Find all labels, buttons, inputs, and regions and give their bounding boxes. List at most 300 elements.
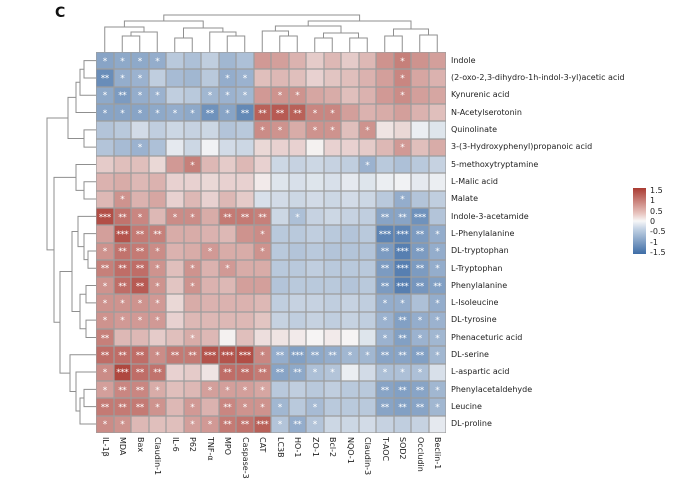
heatmap-cell xyxy=(289,104,307,121)
heatmap-cell xyxy=(96,69,114,86)
column-label: P62 xyxy=(188,437,198,453)
heatmap-cell xyxy=(306,69,324,86)
heatmap-cell xyxy=(114,225,132,242)
significance-stars: * xyxy=(225,108,230,119)
row-label: DL-tryptophan xyxy=(451,246,509,256)
significance-stars: * xyxy=(155,351,160,362)
heatmap-cell xyxy=(131,312,149,329)
heatmap-cell xyxy=(184,329,202,346)
heatmap-cell xyxy=(201,208,219,225)
heatmap-cell xyxy=(149,69,167,86)
significance-stars: ** xyxy=(118,247,127,258)
heatmap-cell xyxy=(271,260,289,277)
heatmap-cell xyxy=(341,277,359,294)
significance-stars: * xyxy=(120,108,125,119)
heatmap-cell xyxy=(376,277,394,294)
heatmap-cell xyxy=(429,156,447,173)
significance-stars: ** xyxy=(223,368,232,379)
heatmap-cell xyxy=(306,208,324,225)
heatmap-cell xyxy=(394,294,412,311)
heatmap-cell xyxy=(324,121,342,138)
heatmap-cell xyxy=(149,87,167,104)
heatmap-cell xyxy=(131,87,149,104)
significance-stars: * xyxy=(137,73,142,84)
significance-stars: * xyxy=(102,299,107,310)
significance-stars: * xyxy=(277,403,282,414)
heatmap-cell xyxy=(289,329,307,346)
significance-stars: * xyxy=(120,195,125,206)
significance-stars: * xyxy=(435,316,440,327)
significance-stars: * xyxy=(435,264,440,275)
heatmap-cell xyxy=(166,87,184,104)
heatmap-cell xyxy=(376,156,394,173)
heatmap-cell xyxy=(219,260,237,277)
significance-stars: * xyxy=(120,420,125,431)
significance-stars: * xyxy=(137,91,142,102)
heatmap-cell xyxy=(359,139,377,156)
heatmap-cell xyxy=(359,104,377,121)
heatmap-cell xyxy=(254,87,272,104)
heatmap-cell xyxy=(324,346,342,363)
heatmap-cell xyxy=(271,416,289,433)
row-label: Phenaceturic acid xyxy=(451,332,523,342)
heatmap-cell xyxy=(411,121,429,138)
heatmap-cell xyxy=(166,260,184,277)
significance-stars: ** xyxy=(398,403,407,414)
heatmap-cell xyxy=(96,381,114,398)
heatmap-cell xyxy=(114,69,132,86)
significance-stars: * xyxy=(242,91,247,102)
heatmap-cell xyxy=(429,121,447,138)
heatmap-cell xyxy=(289,398,307,415)
heatmap-cell xyxy=(254,277,272,294)
heatmap-cell xyxy=(184,312,202,329)
heatmap-cell xyxy=(341,87,359,104)
significance-stars: ** xyxy=(398,333,407,344)
heatmap-cell xyxy=(114,208,132,225)
heatmap-cell xyxy=(149,329,167,346)
heatmap-cell xyxy=(271,312,289,329)
heatmap-cell xyxy=(411,225,429,242)
row-label: Malate xyxy=(451,194,478,204)
heatmap-cell xyxy=(149,121,167,138)
significance-stars: ** xyxy=(100,351,109,362)
heatmap-cell xyxy=(219,312,237,329)
heatmap-cell xyxy=(201,416,219,433)
significance-stars: * xyxy=(277,125,282,136)
heatmap-cell xyxy=(411,173,429,190)
significance-stars: * xyxy=(120,73,125,84)
heatmap-cell xyxy=(306,52,324,69)
significance-stars: * xyxy=(365,125,370,136)
significance-stars: * xyxy=(382,299,387,310)
heatmap-cell xyxy=(271,156,289,173)
significance-stars: * xyxy=(207,247,212,258)
heatmap-cell xyxy=(376,87,394,104)
heatmap-cell xyxy=(359,191,377,208)
heatmap-cell xyxy=(324,312,342,329)
heatmap-cell xyxy=(271,69,289,86)
heatmap-cell xyxy=(236,156,254,173)
heatmap-cell xyxy=(271,243,289,260)
heatmap-cell xyxy=(411,139,429,156)
heatmap-cell xyxy=(166,294,184,311)
significance-stars: * xyxy=(417,368,422,379)
significance-stars: * xyxy=(260,403,265,414)
heatmap-cell xyxy=(341,294,359,311)
heatmap-cell xyxy=(114,191,132,208)
heatmap-cell xyxy=(359,381,377,398)
significance-stars: * xyxy=(225,385,230,396)
heatmap-cell xyxy=(341,121,359,138)
significance-stars: * xyxy=(382,333,387,344)
heatmap-cell xyxy=(306,416,324,433)
heatmap-cell xyxy=(166,121,184,138)
significance-stars: *** xyxy=(221,351,234,362)
heatmap-cell xyxy=(394,312,412,329)
heatmap-cell xyxy=(271,52,289,69)
heatmap-cell xyxy=(219,225,237,242)
heatmap-cell xyxy=(324,52,342,69)
significance-stars: ** xyxy=(205,108,214,119)
significance-stars: ** xyxy=(223,403,232,414)
heatmap-cell xyxy=(254,416,272,433)
heatmap-cell xyxy=(236,87,254,104)
significance-stars: * xyxy=(312,108,317,119)
heatmap-cell xyxy=(376,312,394,329)
significance-stars: * xyxy=(260,229,265,240)
heatmap-cell xyxy=(184,346,202,363)
legend-tick-label: 0.5 xyxy=(650,206,663,216)
heatmap-cell xyxy=(166,277,184,294)
heatmap-cell xyxy=(219,191,237,208)
significance-stars: *** xyxy=(396,229,409,240)
significance-stars: * xyxy=(242,385,247,396)
significance-stars: ** xyxy=(153,368,162,379)
heatmap-cell xyxy=(359,312,377,329)
significance-stars: * xyxy=(137,212,142,223)
heatmap-cell xyxy=(324,156,342,173)
significance-stars: * xyxy=(190,160,195,171)
heatmap-cell xyxy=(96,346,114,363)
heatmap-cell xyxy=(184,260,202,277)
heatmap-cell xyxy=(96,294,114,311)
heatmap-cell xyxy=(411,52,429,69)
heatmap-cell xyxy=(429,87,447,104)
column-label: Bcl-2 xyxy=(328,437,338,458)
row-label: 5-methoxytryptamine xyxy=(451,159,539,169)
panel-label: C xyxy=(55,5,66,21)
heatmap-cell xyxy=(289,121,307,138)
heatmap-cell xyxy=(166,381,184,398)
heatmap-cell xyxy=(131,69,149,86)
column-dendrogram xyxy=(105,15,438,52)
significance-stars: * xyxy=(417,316,422,327)
significance-stars: * xyxy=(155,91,160,102)
column-label: CAT xyxy=(258,437,268,453)
heatmap-cell xyxy=(149,260,167,277)
heatmap-cell xyxy=(184,364,202,381)
heatmap-cell xyxy=(254,52,272,69)
column-label: HO-1 xyxy=(293,437,303,458)
heatmap-cell xyxy=(411,312,429,329)
heatmap-cell xyxy=(254,121,272,138)
heatmap-cell xyxy=(271,364,289,381)
significance-stars: * xyxy=(190,420,195,431)
significance-stars: * xyxy=(102,108,107,119)
heatmap-cell xyxy=(271,139,289,156)
significance-stars: ** xyxy=(293,420,302,431)
significance-stars: * xyxy=(155,264,160,275)
heatmap-cell xyxy=(184,225,202,242)
significance-stars: * xyxy=(137,316,142,327)
heatmap-cell xyxy=(96,260,114,277)
heatmap-cell xyxy=(184,173,202,190)
significance-stars: ** xyxy=(310,351,319,362)
significance-stars: ** xyxy=(275,368,284,379)
heatmap-cell xyxy=(289,364,307,381)
heatmap-cell xyxy=(341,416,359,433)
significance-stars: ** xyxy=(223,212,232,223)
heatmap-cell xyxy=(201,277,219,294)
heatmap-cell xyxy=(289,346,307,363)
heatmap-cell xyxy=(341,364,359,381)
heatmap-cell xyxy=(96,87,114,104)
heatmap-cell xyxy=(254,329,272,346)
significance-stars: * xyxy=(382,316,387,327)
heatmap-cell xyxy=(324,87,342,104)
heatmap-cell xyxy=(341,104,359,121)
significance-stars: *** xyxy=(378,229,391,240)
heatmap-cell xyxy=(236,52,254,69)
legend-tick-label: 0 xyxy=(650,216,656,226)
heatmap-cell xyxy=(289,139,307,156)
heatmap-cell xyxy=(184,121,202,138)
significance-stars: ** xyxy=(275,351,284,362)
heatmap-cell xyxy=(376,225,394,242)
significance-stars: * xyxy=(172,108,177,119)
heatmap-cell xyxy=(219,139,237,156)
heatmap-cell xyxy=(429,225,447,242)
heatmap-cell xyxy=(149,173,167,190)
significance-stars: ** xyxy=(398,316,407,327)
heatmap-cell xyxy=(411,260,429,277)
heatmap-cell xyxy=(289,416,307,433)
significance-stars: ** xyxy=(135,368,144,379)
significance-stars: ** xyxy=(293,108,302,119)
significance-stars: * xyxy=(120,299,125,310)
heatmap-cell xyxy=(114,87,132,104)
significance-stars: * xyxy=(260,125,265,136)
heatmap-cell xyxy=(131,364,149,381)
heatmap-cell xyxy=(341,346,359,363)
heatmap-cell xyxy=(429,191,447,208)
heatmap-cell xyxy=(131,243,149,260)
heatmap-cell xyxy=(236,294,254,311)
heatmap-cell xyxy=(131,191,149,208)
heatmap-cell xyxy=(131,104,149,121)
legend-tick-label: 1.5 xyxy=(650,186,663,195)
heatmap-cell xyxy=(114,139,132,156)
row-label: L-Malic acid xyxy=(451,176,498,186)
significance-stars: ** xyxy=(398,385,407,396)
heatmap-cell xyxy=(201,398,219,415)
heatmap-cell xyxy=(96,139,114,156)
significance-stars: * xyxy=(312,368,317,379)
significance-stars: * xyxy=(172,212,177,223)
significance-stars: * xyxy=(190,108,195,119)
significance-stars: * xyxy=(330,108,335,119)
heatmap-cell xyxy=(166,191,184,208)
heatmap-cell xyxy=(411,364,429,381)
heatmap-cell xyxy=(394,69,412,86)
heatmap-cell xyxy=(306,87,324,104)
heatmap-cell xyxy=(324,294,342,311)
significance-stars: * xyxy=(155,316,160,327)
significance-stars: * xyxy=(400,368,405,379)
significance-stars: ** xyxy=(118,403,127,414)
heatmap-cell xyxy=(359,416,377,433)
heatmap-cell xyxy=(236,260,254,277)
heatmap-cell xyxy=(96,173,114,190)
heatmap-cell xyxy=(359,173,377,190)
significance-stars: *** xyxy=(396,247,409,258)
heatmap-cell xyxy=(324,173,342,190)
column-label: NQO-1 xyxy=(345,437,355,464)
significance-stars: * xyxy=(330,368,335,379)
heatmap-cell xyxy=(394,329,412,346)
significance-stars: * xyxy=(155,385,160,396)
heatmap-cell xyxy=(219,398,237,415)
heatmap-cell xyxy=(306,225,324,242)
heatmap-cell xyxy=(376,191,394,208)
heatmap-cell xyxy=(201,294,219,311)
heatmap-cell xyxy=(306,398,324,415)
significance-stars: * xyxy=(155,403,160,414)
heatmap-cell xyxy=(236,69,254,86)
heatmap-cell xyxy=(359,225,377,242)
heatmap-cell xyxy=(149,208,167,225)
significance-stars: ** xyxy=(100,333,109,344)
heatmap-cell xyxy=(149,243,167,260)
heatmap-cell xyxy=(411,191,429,208)
heatmap-cell xyxy=(429,294,447,311)
heatmap-cell xyxy=(429,398,447,415)
heatmap-cell xyxy=(114,329,132,346)
significance-stars: ** xyxy=(380,403,389,414)
heatmap-cell xyxy=(394,381,412,398)
significance-stars: ** xyxy=(135,385,144,396)
significance-stars: * xyxy=(365,351,370,362)
heatmap-cell xyxy=(376,364,394,381)
significance-stars: *** xyxy=(396,281,409,292)
significance-stars: * xyxy=(435,403,440,414)
heatmap-cell xyxy=(394,139,412,156)
heatmap-cell xyxy=(376,381,394,398)
significance-stars: * xyxy=(190,403,195,414)
heatmap-cell xyxy=(289,381,307,398)
significance-stars: *** xyxy=(256,420,269,431)
heatmap-cell xyxy=(149,416,167,433)
heatmap-cell xyxy=(359,329,377,346)
significance-stars: * xyxy=(435,333,440,344)
heatmap-cell xyxy=(289,191,307,208)
heatmap-cell xyxy=(114,243,132,260)
row-label: L-aspartic acid xyxy=(451,367,510,377)
heatmap-cell xyxy=(96,416,114,433)
heatmap-cell xyxy=(324,69,342,86)
heatmap-cell xyxy=(306,294,324,311)
heatmap-cell xyxy=(201,87,219,104)
heatmap-cell xyxy=(114,260,132,277)
heatmap-cell xyxy=(341,69,359,86)
heatmap-cell xyxy=(96,121,114,138)
heatmap-cell xyxy=(149,312,167,329)
significance-stars: ** xyxy=(293,368,302,379)
significance-stars: *** xyxy=(413,212,426,223)
heatmap-cell xyxy=(359,294,377,311)
heatmap-cell xyxy=(411,104,429,121)
heatmap-cell xyxy=(166,173,184,190)
heatmap-cell xyxy=(429,52,447,69)
significance-stars: * xyxy=(400,91,405,102)
heatmap-cell xyxy=(184,416,202,433)
significance-stars: ** xyxy=(380,281,389,292)
heatmap-cell xyxy=(166,346,184,363)
heatmap-cell xyxy=(394,121,412,138)
significance-stars: * xyxy=(137,299,142,310)
heatmap-cell xyxy=(114,381,132,398)
heatmap-cell xyxy=(341,156,359,173)
heatmap-cell xyxy=(324,139,342,156)
row-label: DL-serine xyxy=(451,350,489,360)
heatmap-cell xyxy=(341,208,359,225)
heatmap-cell xyxy=(149,225,167,242)
heatmap-cell xyxy=(289,52,307,69)
significance-stars: ** xyxy=(240,368,249,379)
heatmap-cell xyxy=(289,294,307,311)
heatmap-cell xyxy=(254,139,272,156)
heatmap-cell xyxy=(411,277,429,294)
significance-stars: * xyxy=(207,385,212,396)
row-label: 3-(3-Hydroxyphenyl)propanoic acid xyxy=(451,142,593,152)
heatmap-cell xyxy=(236,173,254,190)
column-label: Claudin-3 xyxy=(363,437,373,476)
significance-stars: * xyxy=(207,91,212,102)
heatmap-cell xyxy=(254,104,272,121)
heatmap-cell xyxy=(271,225,289,242)
significance-stars: * xyxy=(365,160,370,171)
heatmap-cell xyxy=(114,294,132,311)
heatmap-cell xyxy=(429,139,447,156)
heatmap-cell xyxy=(289,277,307,294)
heatmap-cell xyxy=(254,208,272,225)
significance-stars: * xyxy=(277,91,282,102)
heatmap-cell xyxy=(131,225,149,242)
heatmap-cell xyxy=(429,416,447,433)
heatmap-cell xyxy=(394,225,412,242)
significance-stars: * xyxy=(155,299,160,310)
heatmap-cell xyxy=(219,52,237,69)
heatmap-cell xyxy=(96,312,114,329)
heatmap-cell xyxy=(394,346,412,363)
heatmap-cell xyxy=(96,364,114,381)
significance-stars: * xyxy=(190,281,195,292)
heatmap-cell xyxy=(131,398,149,415)
significance-stars: * xyxy=(260,385,265,396)
heatmap-cell xyxy=(201,329,219,346)
significance-stars: * xyxy=(242,73,247,84)
